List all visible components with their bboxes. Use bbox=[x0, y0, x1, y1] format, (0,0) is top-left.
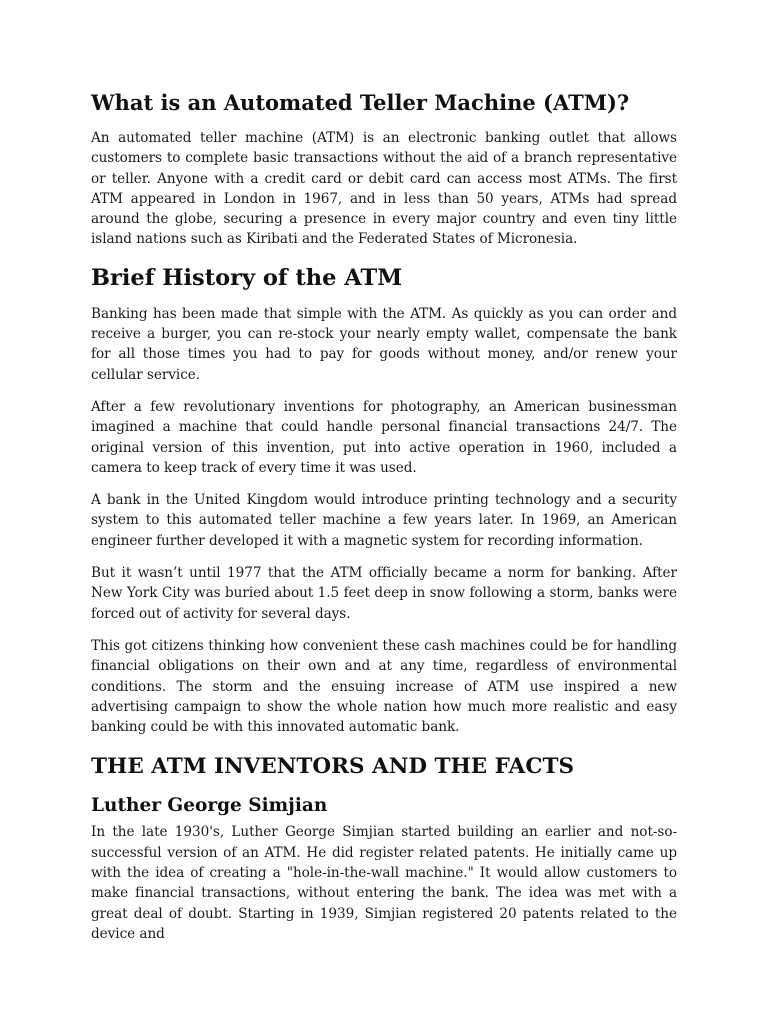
history-paragraph-1: Banking has been made that simple with the ATM. As quickly as you can order and receive a burger, you can re-stock your nearly empty wallet, compensate the bank for all those times you had to pay for goods without money, and/or renew your cellular service. bbox=[91, 305, 677, 383]
inventor-paragraph: In the late 1930's, Luther George Simjian started building an earlier and not-so-successful version of an ATM. He did register related patents. He initially came up with the idea of creating a "hole-in-the-wall machine." It would allow customers to make financial transactions, without entering the bank. The idea was met with a great deal of doubt. Starting in 1939, Simjian registered 20 patents related to the device and bbox=[91, 824, 677, 942]
history-paragraph-4: But it wasn’t until 1977 that the ATM officially became a norm for banking. After New York City was buried about 1.5 feet deep in snow following a storm, banks were forced out of activity for several days. bbox=[91, 565, 677, 622]
intro-paragraph: An automated teller machine (ATM) is an electronic banking outlet that allows customers to complete basic transactions without the aid of a branch representative or teller. Anyone with a credit card or debit card can access most ATMs. The first ATM appeared in London in 1967, and in less than 50 years, ATMs had spread around the globe, securing a presence in every major country and even tiny little island nations such as Kiribati and the Federated States of Micronesia. bbox=[91, 130, 677, 248]
history-paragraph-5: This got citizens thinking how convenient these cash machines could be for handling financial obligations on their own and at any time, regardless of environmental conditions. The storm and the ensuing increase of ATM use inspired a new advertising campaign to show the whole nation how much more realistic and easy banking could be with this innovated automatic bank. bbox=[91, 637, 677, 736]
inventors-heading: THE ATM INVENTORS AND THE FACTS bbox=[91, 754, 574, 780]
document-page bbox=[91, 88, 677, 956]
history-heading: Brief History of the ATM bbox=[91, 264, 403, 291]
article-title: What is an Automated Teller Machine (ATM)? bbox=[91, 90, 630, 115]
inventor-subheading: Luther George Simjian bbox=[91, 795, 328, 817]
history-paragraph-3: A bank in the United Kingdom would introduce printing technology and a security system to this automated teller machine a few years later. In 1969, an American engineer further developed it with a magnetic system for recording information. bbox=[91, 492, 677, 549]
history-paragraph-2: After a few revolutionary inventions for photography, an American businessman imagined a machine that could handle personal financial transactions 24/7. The original version of this invention, put into active operation in 1960, included a camera to keep track of every time it was used. bbox=[91, 398, 677, 476]
